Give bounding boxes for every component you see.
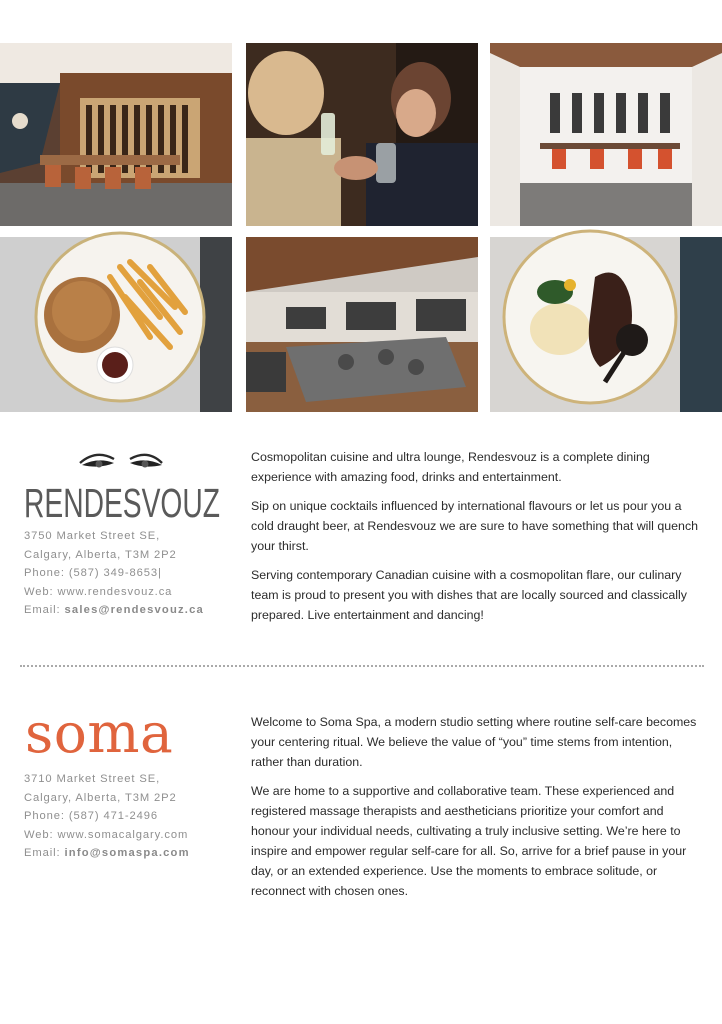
private-dining-room-photo (490, 43, 722, 226)
soma-address-line1: 3710 Market Street SE, (24, 773, 161, 785)
rendesvouz-address-line2: Calgary, Alberta, T3M 2P2 (24, 548, 177, 561)
soma-web[interactable]: Web: www.somacalgary.com (24, 828, 189, 841)
rendesvouz-phone: Phone: (587) 349-8653| (24, 567, 162, 580)
section-divider (20, 665, 704, 667)
soma-paragraph-2: We are home to a supportive and collaborative team. These experienced and registered massage therapists and aestheticians prioritize your comfort and honour your individual needs, cultivating a truly inclusive setting. We’re here to inspire and empower regular self-care for all. So, arrive for a brief pause in your day, or an extended experience. Use the moments to embrace solitude, or reconnect with chosen ones. (251, 784, 687, 898)
rendesvouz-paragraph-3: Serving contemporary Canadian cuisine with a cosmopolitan flare, our culinary team is proud to present you with dishes that are locally sourced and classically prepared. Live entertainment and dancing! (251, 568, 687, 622)
eyes-logo-icon (80, 455, 162, 468)
rendesvouz-email[interactable]: sales@rendesvouz.ca (64, 604, 204, 617)
burger-and-fries-photo (0, 237, 232, 412)
two-women-with-drinks-photo (246, 43, 478, 226)
rendesvouz-email-row (24, 601, 204, 620)
lounge-interior-photo (246, 237, 478, 412)
soma-contact (24, 770, 190, 863)
rendesvouz-contact (24, 527, 204, 620)
soma-logo: soma (25, 701, 174, 765)
rendesvouz-paragraph-1: Cosmopolitan cuisine and ultra lounge, Rendesvouz is a complete dining experience with amazing food, drinks and entertainment. (251, 450, 650, 484)
soma-email-label: Email: (24, 847, 65, 860)
soma-phone: Phone: (587) 471-2496 (24, 810, 158, 823)
steak-dinner-plate-photo (490, 237, 722, 412)
soma-address-line2: Calgary, Alberta, T3M 2P2 (24, 791, 177, 804)
rendesvouz-email-label: Email: (24, 604, 65, 617)
svg-text:RENDESVOUZ: RENDESVOUZ (24, 480, 221, 526)
soma-email-row (24, 844, 190, 863)
soma-description (251, 712, 703, 910)
rendesvouz-description (251, 447, 703, 634)
rendesvouz-web[interactable]: Web: www.rendesvouz.ca (24, 585, 173, 598)
soma-paragraph-1: Welcome to Soma Spa, a modern studio setting where routine self-care becomes your centering ritual. We believe the value of “you” time stems from intention, rather than duration. (251, 715, 697, 769)
soma-email[interactable]: info@somaspa.com (64, 847, 190, 860)
rendesvouz-paragraph-2: Sip on unique cocktails influenced by international flavours or let us pour you a cold draught beer, at Rendesvouz we are sure to have something that will quench your thirst. (251, 499, 699, 553)
rendesvouz-address-line1: 3750 Market Street SE, (24, 530, 161, 542)
wine-wall-dining-room-photo (0, 43, 232, 226)
rendesvouz-logo (22, 447, 222, 525)
